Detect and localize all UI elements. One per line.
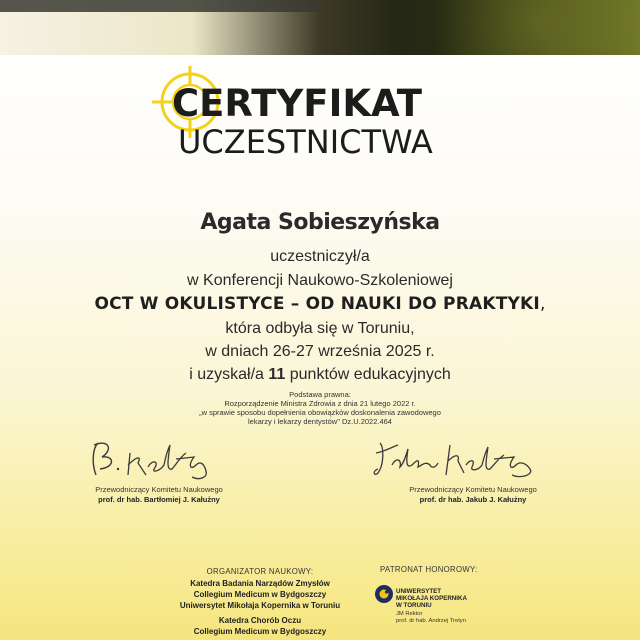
conference-type-line: w Konferencji Naukowo-Szkoleniowej [187, 272, 453, 289]
umk-logo-icon [374, 584, 394, 604]
organizer-line: Collegium Medicum w Bydgoszczy [193, 627, 327, 636]
legal-basis-line: „w sprawie sposobu dopełnienia obowiązków doskonalenia zawodowego [199, 408, 441, 417]
legal-basis-heading: Podstawa prawna: [289, 390, 351, 399]
points-line [0, 366, 640, 384]
certificate-subtitle: UCZESTNICTWA [178, 123, 433, 161]
rector-title: JM Rektor [396, 611, 423, 617]
umk-logo-line: W TORUNIU [396, 602, 432, 609]
certificate-title: CERTYFIKAT [172, 82, 423, 125]
legal-basis-line: lekarzy i lekarzy dentystów" Dz.U.2022.464 [248, 417, 392, 426]
conference-title-suffix: , [539, 294, 546, 314]
points-suffix: punktów edukacyjnych [285, 366, 451, 383]
organizer-line: Katedra Chorób Oczu [218, 616, 302, 625]
points-prefix: i uzyskał/a [189, 366, 269, 383]
signature-right-image [370, 435, 550, 485]
patronage-heading: PATRONAT HONOROWY: [380, 565, 478, 574]
signature-right-name: prof. dr hab. Jakub J. Kałużny [419, 495, 527, 504]
points-value: 11 [268, 366, 286, 383]
umk-logo-line: MIKOŁAJA KOPERNIKA [396, 595, 467, 602]
rector-name: prof. dr hab. Andrzej Tretyn [396, 618, 466, 624]
signature-left-caption: Przewodniczący Komitetu Naukowego [95, 485, 223, 494]
header-dark-strip [0, 0, 320, 12]
legal-basis-line: Rozporządzenie Ministra Zdrowia z dnia 21 lutego 2022 r. [224, 399, 416, 408]
conference-title-line [0, 294, 640, 314]
signature-right-caption: Przewodniczący Komitetu Naukowego [409, 485, 537, 494]
header-photo-band [0, 0, 640, 55]
date-line: w dniach 26-27 września 2025 r. [205, 343, 435, 360]
signature-left-image [80, 435, 230, 485]
organizer-line: Uniwersytet Mikołaja Kopernika w Toruniu [179, 601, 341, 610]
location-line: która odbyła się w Toruniu, [225, 320, 415, 337]
participation-line: uczestniczył/a [270, 248, 370, 265]
umk-logo-line: UNIWERSYTET [396, 588, 442, 595]
header-texture [300, 0, 640, 55]
organizer-heading: ORGANIZATOR NAUKOWY: [206, 567, 314, 576]
signature-left-name: prof. dr hab. Bartłomiej J. Kałużny [98, 495, 220, 504]
organizer-line: Collegium Medicum w Bydgoszczy [193, 590, 327, 599]
recipient-name: Agata Sobieszyńska [200, 210, 440, 235]
conference-title: OCT W OKULISTYCE – OD NAUKI DO PRAKTYKI [94, 294, 540, 314]
organizer-line: Katedra Badania Narządów Zmysłów [190, 579, 330, 588]
